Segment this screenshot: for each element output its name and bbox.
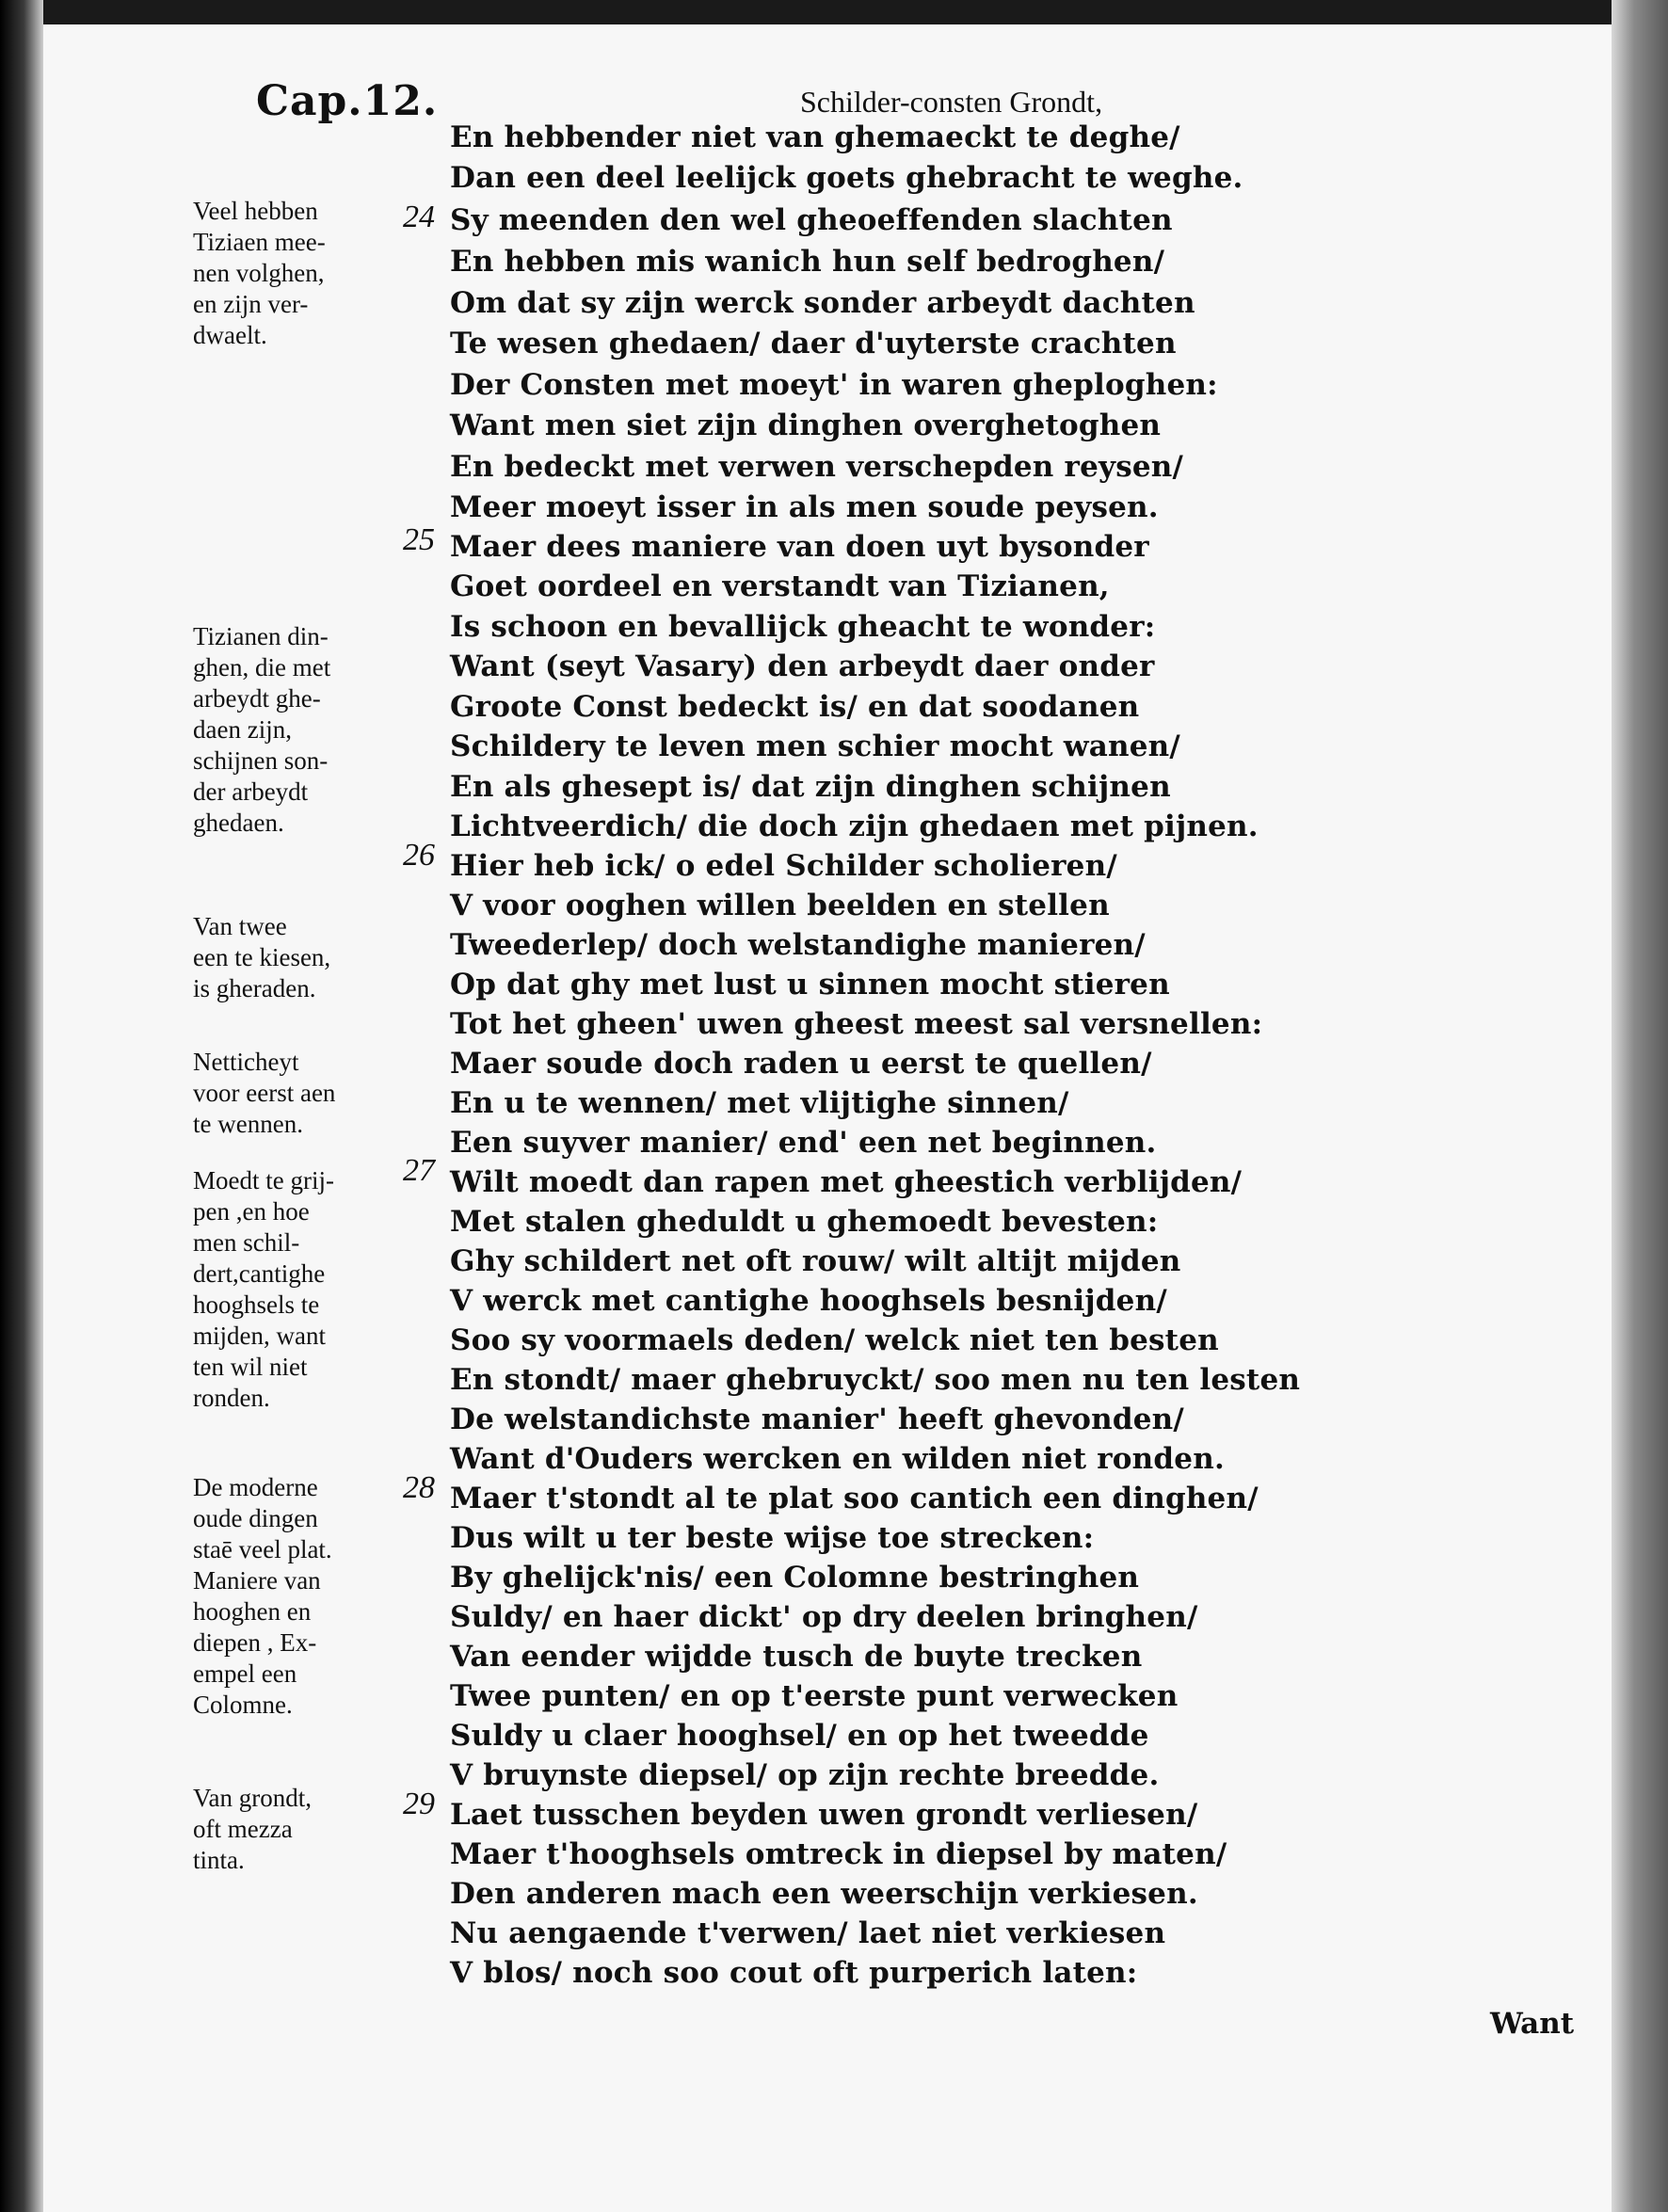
margin-gloss (193, 196, 405, 351)
gloss-line: daen zijn, (193, 715, 292, 744)
gloss-line: ghen, die met (193, 653, 331, 681)
gloss-line: mijden, want (193, 1322, 326, 1350)
margin-gloss (193, 1165, 405, 1414)
gloss-line: een te kiesen, (193, 943, 331, 971)
gloss-line: staē veel plat. (193, 1535, 332, 1563)
verse-line: Op dat ghy met lust u sinnen mocht stieren (450, 968, 1170, 1002)
verse-line: Nu aengaende t'verwen/ laet niet verkiesen (450, 1916, 1166, 1950)
verse-line: V bruynste diepsel/ op zijn rechte breedde. (450, 1758, 1160, 1792)
gloss-line: De moderne (193, 1473, 318, 1501)
gloss-line: arbeydt ghe- (193, 684, 321, 713)
verse-line: Tot het gheen' uwen gheest meest sal versnellen: (450, 1007, 1263, 1041)
verse-line: En hebbender niet van ghemaeckt te deghe/ (450, 120, 1180, 154)
verse-line: Laet tusschen beyden uwen grondt verliesen/ (450, 1798, 1198, 1832)
gloss-line: ten wil niet (193, 1353, 308, 1381)
margin-gloss (193, 1047, 405, 1140)
verse-line: Om dat sy zijn werck sonder arbeydt dachten (450, 286, 1195, 320)
verse-line: By ghelijck'nis/ een Colomne bestringhen (450, 1561, 1140, 1595)
gloss-line: men schil- (193, 1228, 300, 1257)
verse-line: Ghy schildert net oft rouw/ wilt altijt mijden (450, 1244, 1181, 1278)
gloss-line: Tizianen din- (193, 622, 329, 650)
verse-line: Want men siet zijn dinghen overghetoghen (450, 409, 1162, 442)
stanza-number: 28 (403, 1470, 435, 1505)
running-title: Schilder-consten Grondt, (800, 85, 1103, 119)
gloss-line: en zijn ver- (193, 290, 309, 318)
margin-gloss (193, 1783, 405, 1876)
verse-line: En als ghesept is/ dat zijn dinghen schijnen (450, 770, 1171, 804)
verse-line: Is schoon en bevallijck gheacht te wonder: (450, 610, 1156, 644)
stanza-number: 27 (403, 1153, 435, 1188)
gloss-line: is gheraden. (193, 974, 316, 1002)
verse-line: Tweederlep/ doch welstandighe manieren/ (450, 928, 1146, 962)
gloss-line: dwaelt. (193, 321, 267, 349)
verse-line: V werck met cantighe hooghsels besnijden/ (450, 1284, 1167, 1318)
gloss-line: ghedaen. (193, 809, 284, 837)
gloss-line: Van twee (193, 912, 287, 940)
gloss-line: oft mezza (193, 1815, 293, 1843)
gloss-line: Moedt te grij- (193, 1166, 334, 1194)
verse-line: Meer moeyt isser in als men soude peysen. (450, 490, 1159, 524)
stanza-number: 25 (403, 522, 435, 557)
stanza-number: 29 (403, 1787, 435, 1821)
gloss-line: diepen , Ex- (193, 1628, 317, 1657)
gloss-line: Veel hebben (193, 197, 318, 225)
gloss-line: Van grondt, (193, 1784, 312, 1812)
gloss-line: oude dingen (193, 1504, 318, 1532)
verse-line: En u te wennen/ met vlijtighe sinnen/ (450, 1086, 1069, 1120)
verse-line: Lichtveerdich/ die doch zijn ghedaen met pijnen. (450, 809, 1259, 843)
verse-line: Maer soude doch raden u eerst te quellen/ (450, 1047, 1152, 1081)
gloss-line: hooghen en (193, 1597, 312, 1626)
verse-line: Suldy u claer hooghsel/ en op het tweedde (450, 1719, 1149, 1753)
margin-gloss (193, 911, 405, 1004)
gloss-line: Netticheyt (193, 1048, 299, 1076)
scan-left-edge (0, 0, 43, 2212)
verse-line: Schildery te leven men schier mocht wanen/ (450, 729, 1180, 763)
verse-line: Sy meenden den wel gheoeffenden slachten (450, 203, 1173, 237)
gloss-line: pen ,en hoe (193, 1197, 310, 1226)
gloss-line: Maniere van (193, 1566, 321, 1595)
gloss-line: te wennen. (193, 1110, 303, 1138)
verse-line: V blos/ noch soo cout oft purperich laten: (450, 1956, 1138, 1990)
margin-gloss (193, 1472, 405, 1721)
verse-line: Soo sy voormaels deden/ welck niet ten besten (450, 1323, 1219, 1357)
chapter-heading: Cap.12. (256, 77, 439, 125)
verse-line: Want d'Ouders wercken en wilden niet ronden. (450, 1442, 1225, 1476)
verse-line: V voor ooghen willen beelden en stellen (450, 889, 1110, 922)
verse-line: Van eender wijdde tusch de buyte trecken (450, 1640, 1143, 1674)
gloss-line: empel een (193, 1659, 297, 1688)
gloss-line: voor eerst aen (193, 1079, 336, 1107)
gloss-line: der arbeydt (193, 777, 309, 806)
verse-line: Wilt moedt dan rapen met gheestich verblijden/ (450, 1165, 1243, 1199)
verse-line: Suldy/ en haer dickt' op dry deelen bringhen/ (450, 1600, 1198, 1634)
scan-right-edge (1612, 0, 1668, 2212)
verse-line: Dus wilt u ter beste wijse toe strecken: (450, 1521, 1095, 1555)
verse-line: En bedeckt met verwen verschepden reysen/ (450, 450, 1184, 484)
verse-line: De welstandichste manier' heeft ghevonden/ (450, 1403, 1184, 1436)
verse-line: En hebben mis wanich hun self bedroghen/ (450, 245, 1165, 279)
verse-line: Met stalen gheduldt u ghemoedt bevesten: (450, 1205, 1159, 1239)
verse-line: Want (seyt Vasary) den arbeydt daer onder (450, 649, 1155, 683)
gloss-line: ronden. (193, 1384, 270, 1412)
gloss-line: nen volghen, (193, 259, 325, 287)
gloss-line: dert,cantighe (193, 1259, 326, 1288)
verse-line: Een suyver manier/ end' een net beginnen. (450, 1126, 1157, 1160)
scan-top-edge (0, 0, 1668, 24)
verse-line: Den anderen mach een weerschijn verkiesen. (450, 1877, 1198, 1911)
verse-line: Der Consten met moeyt' in waren gheploghen: (450, 368, 1218, 402)
verse-line: Goet oordeel en verstandt van Tizianen, (450, 569, 1110, 603)
gloss-line: hooghsels te (193, 1290, 320, 1319)
verse-line: En stondt/ maer ghebruyckt/ soo men nu ten lesten (450, 1363, 1301, 1397)
catchword: Want (1490, 2007, 1575, 2041)
verse-line: Twee punten/ en op t'eerste punt verwecken (450, 1679, 1179, 1713)
stanza-number: 24 (403, 200, 435, 234)
gloss-line: Colomne. (193, 1691, 293, 1719)
verse-line: Maer t'hooghsels omtreck in diepsel by maten/ (450, 1837, 1227, 1871)
verse-line: Te wesen ghedaen/ daer d'uyterste crachten (450, 327, 1177, 361)
gloss-line: Tiziaen mee- (193, 228, 326, 256)
stanza-number: 26 (403, 838, 435, 873)
verse-line: Dan een deel leelijck goets ghebracht te weghe. (450, 161, 1243, 195)
verse-line: Maer t'stondt al te plat soo cantich een dinghen/ (450, 1482, 1259, 1515)
verse-line: Hier heb ick/ o edel Schilder scholieren/ (450, 849, 1117, 883)
verse-line: Groote Const bedeckt is/ en dat soodanen (450, 690, 1140, 724)
gloss-line: tinta. (193, 1846, 245, 1874)
verse-line: Maer dees maniere van doen uyt bysonder (450, 530, 1149, 564)
gloss-line: schijnen son- (193, 746, 329, 775)
margin-gloss (193, 621, 405, 839)
